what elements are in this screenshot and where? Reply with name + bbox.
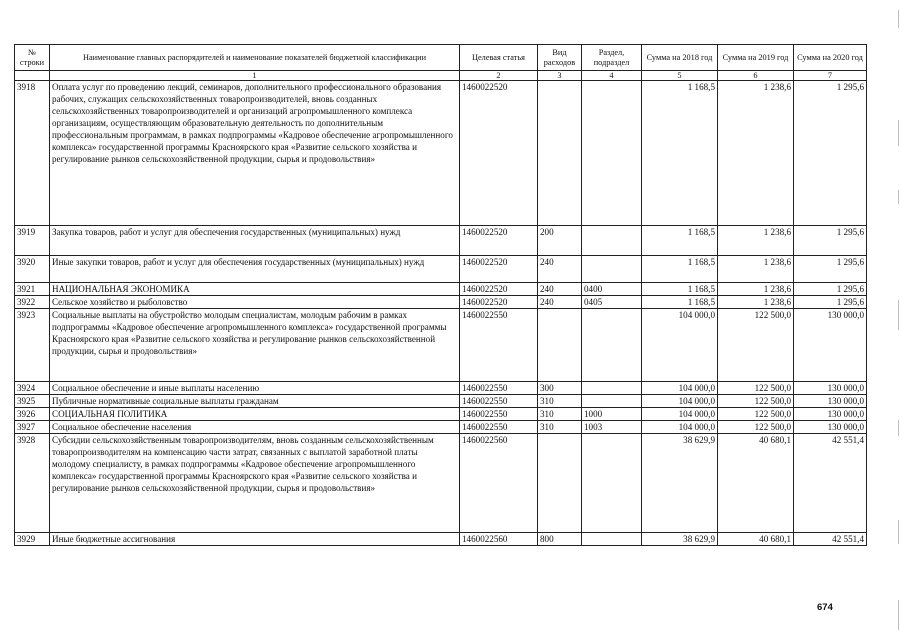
row-sum2018: 104 000,0 (642, 395, 718, 408)
row-name: Субсидии сельскохозяйственным товаропроизводителям, вновь созданным сельскохозяйственным товаропроизводителям на компенсацию части затрат, связанных с выплатой заработной платы молодому специалисту, в рамках подпрограммы «Кадровое обеспечение агропромышленного комплекса» государственной программы Красноярского края «Развитие сельского хозяйства и регулирование рынков сельскохозяйственной продукции, сырья и продовольствия» (50, 434, 460, 533)
row-razdel: 0400 (582, 283, 642, 296)
row-razdel (582, 309, 642, 382)
row-name: Социальные выплаты на обустройство молодым специалистам, молодым рабочим в рамках подпрограммы «Кадровое обеспечение агропромышленного комплекса» государственной программы Красноярского края «Развитие сельского хозяйства и регулирование рынков сельскохозяйственной продукции, сырья и продовольствия» (50, 309, 460, 382)
row-sum2020: 130 000,0 (794, 395, 867, 408)
row-vid (538, 434, 582, 533)
row-sum2019: 122 500,0 (718, 408, 794, 421)
row-razdel (582, 382, 642, 395)
row-number: 3926 (15, 408, 50, 421)
row-sum2020: 1 295,6 (794, 226, 867, 256)
row-name: Публичные нормативные социальные выплаты гражданам (50, 395, 460, 408)
table-row (15, 434, 867, 533)
row-number: 3922 (15, 296, 50, 309)
row-sum2019: 122 500,0 (718, 309, 794, 382)
row-sum2019: 40 680,1 (718, 434, 794, 533)
page-number: 674 (817, 602, 833, 613)
table-body (15, 81, 867, 546)
row-code: 1460022550 (460, 421, 538, 434)
row-sum2018: 1 168,5 (642, 283, 718, 296)
row-code: 1460022550 (460, 309, 538, 382)
header-razdel: Раздел, подраздел (582, 45, 642, 71)
table-row (15, 226, 867, 256)
row-sum2020: 1 295,6 (794, 296, 867, 309)
row-vid: 310 (538, 421, 582, 434)
row-sum2018: 38 629,9 (642, 434, 718, 533)
row-sum2019: 1 238,6 (718, 256, 794, 283)
row-razdel: 1000 (582, 408, 642, 421)
row-sum2019: 122 500,0 (718, 421, 794, 434)
table-row (15, 533, 867, 546)
row-sum2020: 42 551,4 (794, 533, 867, 546)
row-number: 3923 (15, 309, 50, 382)
row-sum2020: 130 000,0 (794, 309, 867, 382)
table-row (15, 421, 867, 434)
row-sum2019: 1 238,6 (718, 226, 794, 256)
header-sum2019: Сумма на 2019 год (718, 45, 794, 71)
row-sum2018: 1 168,5 (642, 296, 718, 309)
row-number: 3925 (15, 395, 50, 408)
scan-margin-marks (898, 0, 899, 640)
row-vid (538, 81, 582, 226)
row-sum2018: 1 168,5 (642, 81, 718, 226)
row-number: 3929 (15, 533, 50, 546)
row-sum2020: 1 295,6 (794, 283, 867, 296)
colnum-blank (15, 71, 50, 81)
row-code: 1460022550 (460, 395, 538, 408)
row-razdel (582, 256, 642, 283)
colnum-1: 1 (50, 71, 460, 81)
row-name: Социальное обеспечение населения (50, 421, 460, 434)
table-row (15, 296, 867, 309)
row-sum2020: 130 000,0 (794, 382, 867, 395)
row-razdel: 0405 (582, 296, 642, 309)
row-sum2018: 38 629,9 (642, 533, 718, 546)
colnum-2: 2 (460, 71, 538, 81)
row-vid: 300 (538, 382, 582, 395)
row-razdel (582, 226, 642, 256)
row-number: 3918 (15, 81, 50, 226)
row-sum2019: 1 238,6 (718, 283, 794, 296)
row-code: 1460022560 (460, 533, 538, 546)
row-code: 1460022550 (460, 382, 538, 395)
row-sum2018: 104 000,0 (642, 309, 718, 382)
header-name: Наименование главных распорядителей и наименование показателей бюджетной классификации (50, 45, 460, 71)
row-vid: 240 (538, 296, 582, 309)
row-sum2018: 1 168,5 (642, 226, 718, 256)
colnum-7: 7 (794, 71, 867, 81)
row-sum2019: 40 680,1 (718, 533, 794, 546)
header-no: № строки (15, 45, 50, 71)
header-vid: Вид расходов (538, 45, 582, 71)
row-number: 3919 (15, 226, 50, 256)
row-sum2019: 1 238,6 (718, 81, 794, 226)
header-code: Целевая статья (460, 45, 538, 71)
row-razdel (582, 81, 642, 226)
table-row (15, 395, 867, 408)
colnum-4: 4 (582, 71, 642, 81)
row-sum2019: 122 500,0 (718, 382, 794, 395)
row-sum2020: 1 295,6 (794, 81, 867, 226)
row-code: 1460022520 (460, 81, 538, 226)
row-number: 3924 (15, 382, 50, 395)
row-number: 3927 (15, 421, 50, 434)
table-row (15, 309, 867, 382)
row-name: Закупка товаров, работ и услуг для обеспечения государственных (муниципальных) нужд (50, 226, 460, 256)
row-sum2019: 1 238,6 (718, 296, 794, 309)
row-code: 1460022560 (460, 434, 538, 533)
row-razdel (582, 533, 642, 546)
row-code: 1460022520 (460, 226, 538, 256)
row-code: 1460022550 (460, 408, 538, 421)
row-code: 1460022520 (460, 296, 538, 309)
colnum-5: 5 (642, 71, 718, 81)
table-row (15, 382, 867, 395)
table-header (15, 45, 867, 81)
header-sum2020: Сумма на 2020 год (794, 45, 867, 71)
row-vid: 310 (538, 395, 582, 408)
row-sum2018: 104 000,0 (642, 382, 718, 395)
row-number: 3921 (15, 283, 50, 296)
row-razdel (582, 395, 642, 408)
table-row (15, 283, 867, 296)
row-vid: 240 (538, 256, 582, 283)
row-vid (538, 309, 582, 382)
row-name: Оплата услуг по проведению лекций, семинаров, дополнительного профессионального образования рабочих, служащих сельскохозяйственных товаропроизводителей, вновь созданных сельскохозяйственных товаропроизводителей и организаций агропромышленного комплекса организациям, осуществляющим образовательную деятельность по дополнительным профессиональным программам, в рамках подпрограммы «Кадровое обеспечение агропромышленного комплекса» государственной программы Красноярского края «Развитие сельского хозяйства и регулирование рынков сельскохозяйственной продукции, сырья и продовольствия» (50, 81, 460, 226)
row-razdel: 1003 (582, 421, 642, 434)
row-name: Иные закупки товаров, работ и услуг для обеспечения государственных (муниципальных) нужд (50, 256, 460, 283)
colnum-6: 6 (718, 71, 794, 81)
row-sum2020: 130 000,0 (794, 408, 867, 421)
row-vid: 240 (538, 283, 582, 296)
colnum-3: 3 (538, 71, 582, 81)
table-row (15, 256, 867, 283)
row-sum2018: 1 168,5 (642, 256, 718, 283)
row-sum2020: 130 000,0 (794, 421, 867, 434)
row-vid: 800 (538, 533, 582, 546)
row-name: СОЦИАЛЬНАЯ ПОЛИТИКА (50, 408, 460, 421)
row-razdel (582, 434, 642, 533)
table-row (15, 81, 867, 226)
row-name: НАЦИОНАЛЬНАЯ ЭКОНОМИКА (50, 283, 460, 296)
row-sum2018: 104 000,0 (642, 421, 718, 434)
header-sum2018: Сумма на 2018 год (642, 45, 718, 71)
row-vid: 200 (538, 226, 582, 256)
row-code: 1460022520 (460, 283, 538, 296)
row-sum2018: 104 000,0 (642, 408, 718, 421)
row-number: 3920 (15, 256, 50, 283)
row-vid: 310 (538, 408, 582, 421)
table-row (15, 408, 867, 421)
row-name: Иные бюджетные ассигнования (50, 533, 460, 546)
row-name: Социальное обеспечение и иные выплаты населению (50, 382, 460, 395)
row-code: 1460022520 (460, 256, 538, 283)
row-number: 3928 (15, 434, 50, 533)
row-name: Сельское хозяйство и рыболовство (50, 296, 460, 309)
budget-table (14, 44, 867, 546)
row-sum2019: 122 500,0 (718, 395, 794, 408)
row-sum2020: 42 551,4 (794, 434, 867, 533)
row-sum2020: 1 295,6 (794, 256, 867, 283)
